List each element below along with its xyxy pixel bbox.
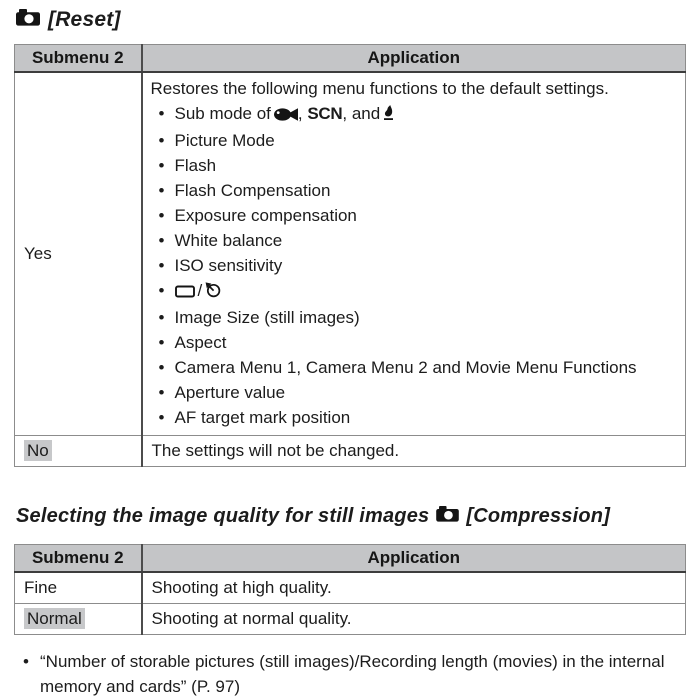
candle-mode-icon [383, 103, 394, 128]
compression-section-title [16, 505, 686, 528]
still-camera-icon [436, 505, 459, 528]
reset-function-list [151, 101, 678, 430]
drive-frame-icon [175, 280, 195, 305]
reset-yes-label: Yes [24, 244, 52, 263]
reset-yes-cell [15, 72, 142, 436]
reset-row-no [15, 436, 686, 467]
compression-title-text: Selecting the image quality for still images [16, 505, 430, 527]
compression-title-suffix: [Compression] [466, 505, 611, 527]
list-item-submode [156, 101, 678, 128]
compression-normal-application-cell: Shooting at normal quality. [142, 604, 686, 635]
submode-prefix: Sub mode of [174, 104, 271, 123]
list-item: • Flash Compensation [156, 178, 678, 203]
reset-no-application-cell: The settings will not be changed. [142, 436, 686, 467]
reset-table-header-row [15, 45, 686, 73]
drive-timer-slash: / [197, 281, 203, 300]
still-camera-icon [16, 8, 40, 32]
list-item: • AF target mark position [156, 405, 678, 430]
list-item: • Picture Mode [156, 128, 678, 153]
list-item: • White balance [156, 228, 678, 253]
list-item: • Exposure compensation [156, 203, 678, 228]
compression-table [14, 544, 686, 635]
footnote: • “Number of storable pictures (still images)/Recording length (movies) in the internal memory and cards” (P. 97) [16, 649, 684, 699]
reset-no-label: No [24, 440, 52, 461]
compression-normal-cell [15, 604, 142, 635]
list-item: • Aperture value [156, 380, 678, 405]
reset-yes-application-cell [142, 72, 686, 436]
reset-header-submenu: Submenu 2 [15, 45, 142, 73]
submode-comma: , [297, 104, 303, 123]
reset-header-application: Application [142, 45, 686, 73]
list-item: • Flash [156, 153, 678, 178]
reset-table [14, 44, 686, 467]
compression-table-header-row [15, 545, 686, 573]
compression-row-normal [15, 604, 686, 635]
list-item-drive-timer [156, 278, 678, 305]
compression-normal-label: Normal [24, 608, 85, 629]
list-item: • Aspect [156, 330, 678, 355]
self-timer-icon [205, 280, 221, 305]
list-item: • Camera Menu 1, Camera Menu 2 and Movie Menu Functions [156, 355, 678, 380]
list-item: • Image Size (still images) [156, 305, 678, 330]
reset-no-cell [15, 436, 142, 467]
compression-row-fine [15, 572, 686, 604]
reset-intro: Restores the following menu functions to the default settings. [150, 79, 609, 98]
compression-fine-cell [15, 572, 142, 604]
compression-fine-application-cell: Shooting at high quality. [142, 572, 686, 604]
reset-section-title [16, 8, 686, 32]
submode-and: , and [342, 104, 381, 123]
reset-row-yes [15, 72, 686, 436]
compression-header-submenu: Submenu 2 [15, 545, 142, 573]
scn-mode-label: SCN [307, 104, 343, 123]
list-item: • ISO sensitivity [156, 253, 678, 278]
reset-title-text: [Reset] [48, 8, 121, 31]
compression-header-application: Application [142, 545, 686, 573]
compression-fine-label: Fine [24, 578, 58, 597]
underwater-mode-icon [274, 103, 298, 128]
